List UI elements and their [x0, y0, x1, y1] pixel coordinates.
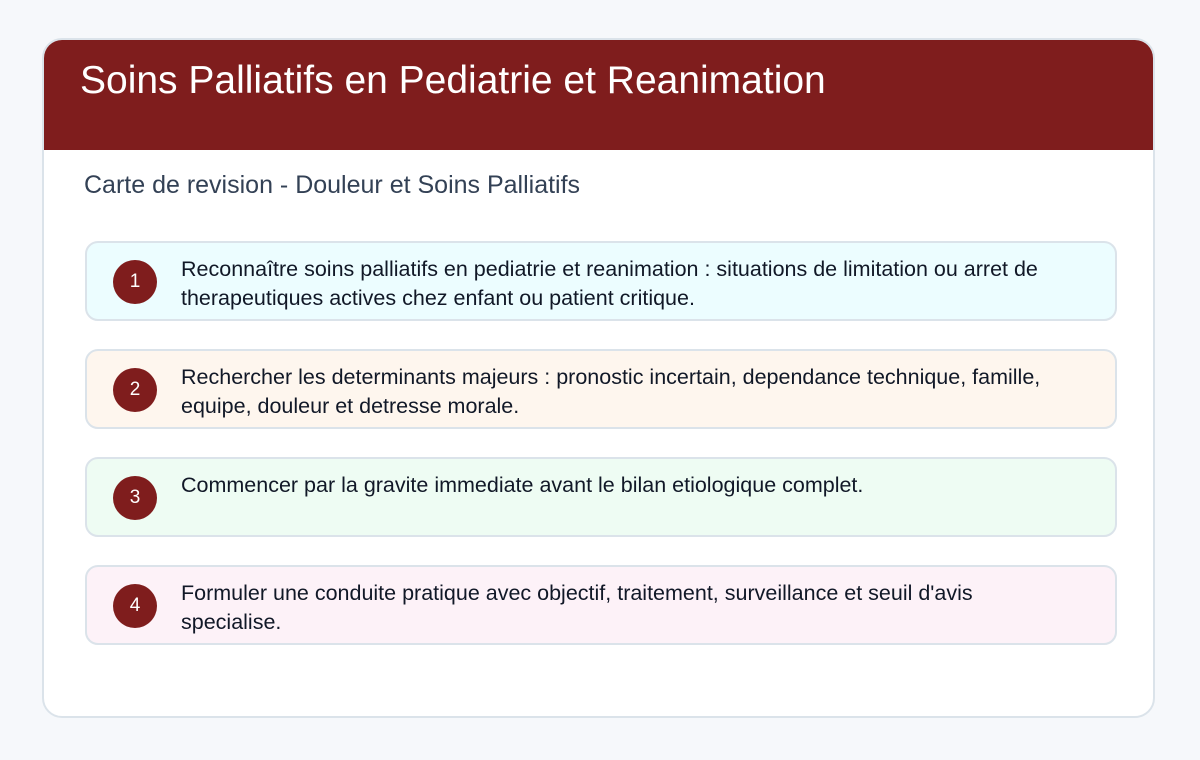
item-number-badge: 3 [113, 476, 157, 520]
item-list [85, 241, 1117, 673]
list-item [85, 457, 1117, 537]
item-text: Commencer par la gravite immediate avant le bilan etiologique complet. [181, 473, 864, 497]
list-item [85, 565, 1117, 645]
item-number-badge: 2 [113, 368, 157, 412]
item-text: Reconnaître soins palliatifs en pediatrie et reanimation : situations de limitation ou arret de therapeutiques actives chez enfant ou patient critique. [181, 257, 1038, 310]
item-number-badge: 4 [113, 584, 157, 628]
list-item [85, 241, 1117, 321]
revision-card [42, 38, 1155, 718]
card-header [44, 40, 1153, 150]
list-item [85, 349, 1117, 429]
item-text: Rechercher les determinants majeurs : pronostic incertain, dependance technique, famille, equipe, douleur et detresse morale. [181, 365, 1041, 418]
item-text: Formuler une conduite pratique avec objectif, traitement, surveillance et seuil d'avis specialise. [181, 581, 973, 634]
card-subtitle: Carte de revision - Douleur et Soins Palliatifs [84, 171, 581, 199]
page-title: Soins Palliatifs en Pediatrie et Reanimation [80, 59, 826, 102]
item-number-badge: 1 [113, 260, 157, 304]
